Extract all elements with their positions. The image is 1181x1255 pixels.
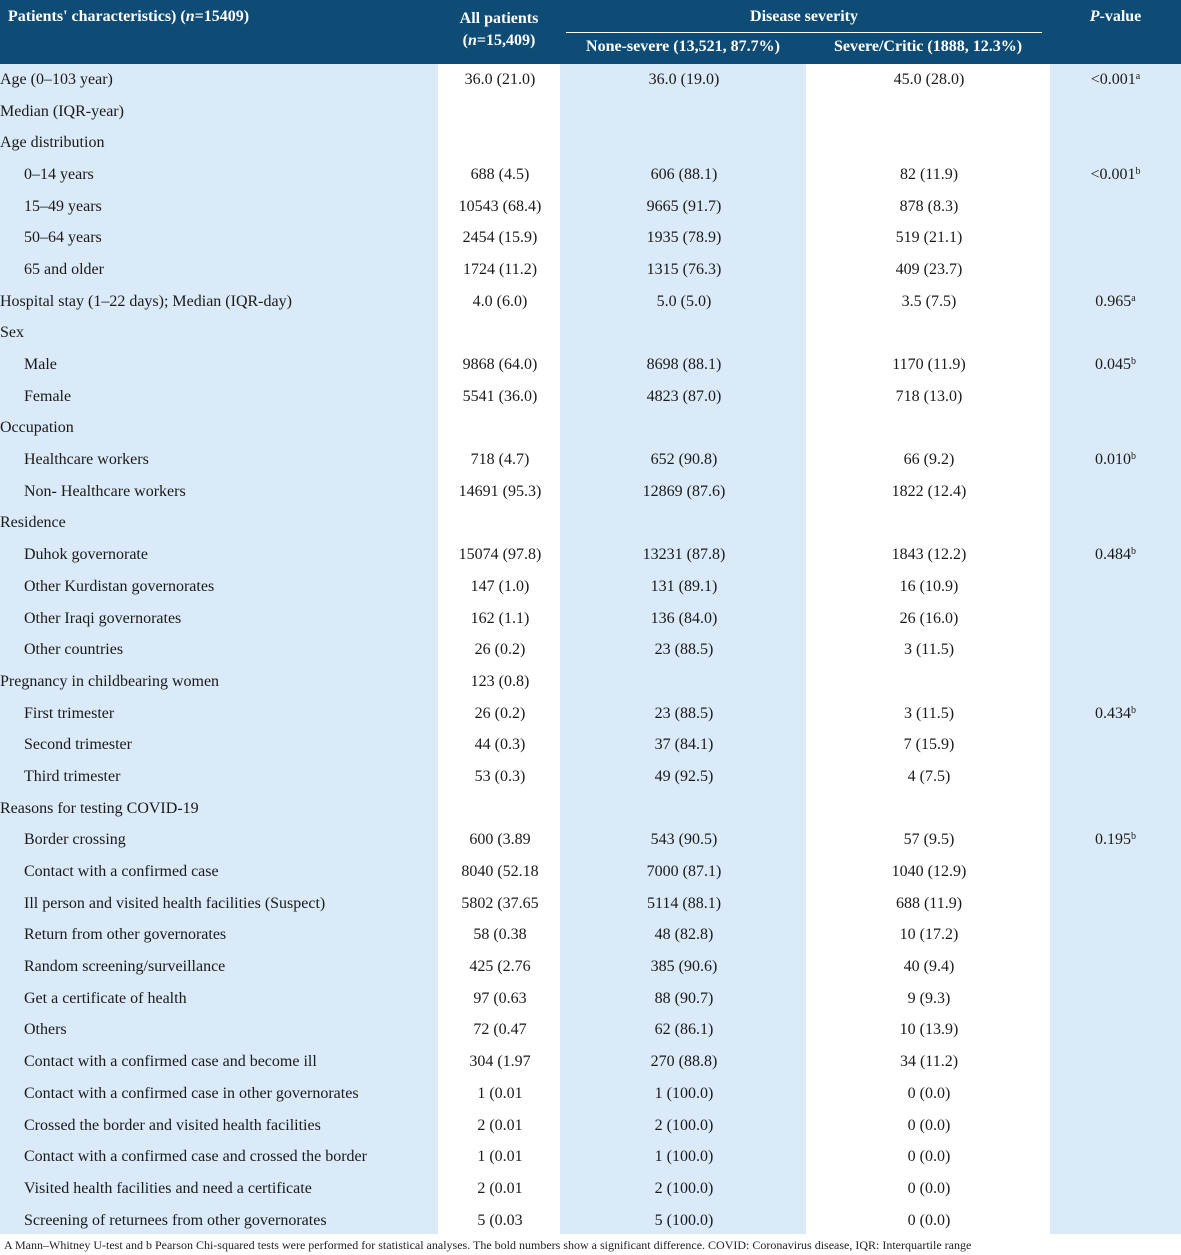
cell-non-severe bbox=[560, 413, 808, 445]
cell-p-value bbox=[1050, 191, 1181, 223]
table-row bbox=[0, 729, 1181, 761]
cell-p-value bbox=[1050, 825, 1181, 857]
row-label: 65 and older bbox=[24, 260, 104, 278]
cell-all-patients bbox=[440, 96, 560, 128]
row-label: Age (0–103 year) bbox=[0, 70, 113, 88]
row-label: Visited health facilities and need a certificate bbox=[24, 1179, 312, 1197]
row-label: 0–14 years bbox=[24, 165, 94, 183]
cell-all-patients: 5802 (37.65 bbox=[461, 894, 539, 912]
table-row bbox=[0, 476, 1181, 508]
row-label: Contact with a confirmed case and crossed the border bbox=[24, 1148, 367, 1166]
cell-p-value bbox=[1050, 96, 1181, 128]
header-characteristics-tail: =15409) bbox=[194, 8, 250, 25]
row-label: Return from other governorates bbox=[24, 926, 227, 944]
cell-severe: 16 (10.9) bbox=[899, 577, 959, 595]
cell-all-patients: 5541 (36.0) bbox=[462, 387, 538, 405]
p-value-text: 0.434 bbox=[1095, 704, 1131, 722]
cell-severe: 1843 (12.2) bbox=[891, 546, 967, 564]
cell-non-severe: 5 (100.0) bbox=[654, 1211, 714, 1229]
cell-all-patients: 1724 (11.2) bbox=[462, 260, 538, 278]
cell-p-value bbox=[1050, 1015, 1181, 1047]
table-row bbox=[0, 1141, 1181, 1173]
cell-non-severe bbox=[560, 318, 808, 350]
table-footnote: A Mann–Whitney U-test and b Pearson Chi-squared tests were performed for statistical analyses. The bold numbers show a significant difference. COVID: Coronavirus disease, IQR: Interquartile range bbox=[4, 1238, 972, 1252]
cell-severe bbox=[808, 508, 1050, 540]
cell-p-value bbox=[1050, 1141, 1181, 1173]
cell-non-severe: 4823 (87.0) bbox=[646, 387, 722, 405]
row-label: Female bbox=[24, 387, 72, 405]
cell-all-patients: 36.0 (21.0) bbox=[464, 70, 536, 88]
table-row bbox=[0, 318, 1181, 350]
table-row bbox=[0, 634, 1181, 666]
cell-p-value bbox=[1050, 951, 1181, 983]
cell-non-severe bbox=[560, 127, 808, 159]
row-label: Healthcare workers bbox=[24, 451, 149, 469]
row-label: Occupation bbox=[0, 419, 74, 437]
cell-severe: 0 (0.0) bbox=[907, 1148, 951, 1166]
table-row bbox=[0, 666, 1181, 698]
cell-p-value bbox=[1050, 476, 1181, 508]
cell-p-value bbox=[1050, 1110, 1181, 1142]
cell-all-patients: 688 (4.5) bbox=[470, 165, 530, 183]
cell-all-patients bbox=[440, 127, 560, 159]
cell-p-value bbox=[1050, 508, 1181, 540]
cell-severe: 40 (9.4) bbox=[903, 958, 955, 976]
table-row bbox=[0, 793, 1181, 825]
cell-non-severe: 1315 (76.3) bbox=[646, 260, 722, 278]
cell-non-severe bbox=[560, 96, 808, 128]
cell-all-patients: 123 (0.8) bbox=[470, 672, 530, 690]
cell-p-value bbox=[1050, 349, 1181, 381]
cell-non-severe: 62 (86.1) bbox=[654, 1021, 714, 1039]
cell-p-value bbox=[1050, 761, 1181, 793]
cell-p-value bbox=[1050, 64, 1181, 96]
header-p-italic: P bbox=[1089, 8, 1100, 25]
cell-all-patients: 15074 (97.8) bbox=[458, 546, 542, 564]
cell-p-value bbox=[1050, 571, 1181, 603]
cell-p-value bbox=[1050, 539, 1181, 571]
p-value-text: 0.965 bbox=[1095, 292, 1132, 310]
p-value-text: 0.045 bbox=[1095, 356, 1131, 374]
cell-all-patients: 162 (1.1) bbox=[470, 609, 530, 627]
cell-all-patients: 8040 (52.18 bbox=[461, 863, 539, 881]
p-value-footnote-mark: b bbox=[1131, 704, 1136, 716]
cell-non-severe bbox=[560, 508, 808, 540]
row-label: Others bbox=[24, 1021, 67, 1039]
p-value-footnote-mark: a bbox=[1135, 70, 1141, 82]
table-row bbox=[0, 286, 1181, 318]
cell-p-value bbox=[1050, 318, 1181, 350]
cell-severe bbox=[808, 413, 1050, 445]
cell-p-value bbox=[1050, 634, 1181, 666]
cell-non-severe bbox=[560, 666, 808, 698]
cell-non-severe: 8698 (88.1) bbox=[646, 356, 722, 374]
cell-severe: 3.5 (7.5) bbox=[901, 292, 957, 310]
cell-severe: 1040 (12.9) bbox=[891, 863, 967, 881]
table-row bbox=[0, 761, 1181, 793]
row-label: Sex bbox=[0, 324, 24, 342]
cell-p-value bbox=[1050, 1078, 1181, 1110]
header-all-patients bbox=[440, 0, 558, 64]
p-value-footnote-mark: b bbox=[1131, 356, 1136, 368]
cell-p-value bbox=[1050, 222, 1181, 254]
cell-non-severe: 1935 (78.9) bbox=[646, 229, 722, 247]
row-label: Crossed the border and visited health facilities bbox=[24, 1116, 321, 1134]
table-row bbox=[0, 571, 1181, 603]
cell-non-severe bbox=[560, 793, 808, 825]
row-label: Screening of returnees from other governorates bbox=[24, 1211, 327, 1229]
row-label: Other Kurdistan governorates bbox=[24, 577, 215, 595]
cell-severe: 409 (23.7) bbox=[895, 260, 963, 278]
table-row bbox=[0, 349, 1181, 381]
row-label: Third trimester bbox=[24, 767, 121, 785]
header-characteristics-label: Patients' characteristics) ( bbox=[8, 8, 186, 25]
cell-p-value bbox=[1050, 729, 1181, 761]
data-table bbox=[0, 64, 1181, 1236]
cell-non-severe: 48 (82.8) bbox=[654, 926, 714, 944]
table-row bbox=[0, 983, 1181, 1015]
cell-severe: 9 (9.3) bbox=[907, 989, 951, 1007]
table-row bbox=[0, 444, 1181, 476]
cell-severe bbox=[808, 666, 1050, 698]
cell-all-patients: 147 (1.0) bbox=[470, 577, 530, 595]
table-row bbox=[0, 1046, 1181, 1078]
row-label: Residence bbox=[0, 514, 66, 532]
cell-non-severe: 2 (100.0) bbox=[654, 1179, 714, 1197]
cell-non-severe: 12869 (87.6) bbox=[642, 482, 726, 500]
p-value-text: <0.001 bbox=[1090, 70, 1136, 88]
row-label: Contact with a confirmed case and become ill bbox=[24, 1053, 317, 1071]
table-row bbox=[0, 888, 1181, 920]
cell-all-patients bbox=[440, 793, 560, 825]
cell-p-value bbox=[1050, 856, 1181, 888]
row-label: Age distribution bbox=[0, 134, 105, 152]
cell-severe: 3 (11.5) bbox=[903, 704, 955, 722]
row-label: 15–49 years bbox=[24, 197, 102, 215]
cell-severe: 0 (0.0) bbox=[907, 1211, 951, 1229]
row-label: Contact with a confirmed case bbox=[24, 863, 219, 881]
table-row bbox=[0, 381, 1181, 413]
header-all-paren: ( bbox=[462, 32, 468, 49]
cell-p-value bbox=[1050, 1046, 1181, 1078]
cell-severe: 4 (7.5) bbox=[907, 767, 951, 785]
row-label: Male bbox=[24, 356, 57, 374]
cell-severe: 0 (0.0) bbox=[907, 1084, 951, 1102]
cell-non-severe: 543 (90.5) bbox=[650, 831, 718, 849]
cell-all-patients: 53 (0.3) bbox=[474, 767, 526, 785]
table-row bbox=[0, 539, 1181, 571]
row-label: Median (IQR-year) bbox=[0, 102, 124, 120]
header-disease-severity: Disease severity bbox=[750, 8, 858, 25]
cell-all-patients: 304 (1.97 bbox=[469, 1053, 531, 1071]
cell-p-value bbox=[1050, 920, 1181, 952]
cell-non-severe: 1 (100.0) bbox=[654, 1084, 714, 1102]
cell-all-patients: 10543 (68.4) bbox=[458, 197, 542, 215]
table-row bbox=[0, 1015, 1181, 1047]
row-label: Random screening/surveillance bbox=[24, 958, 226, 976]
row-label: Pregnancy in childbearing women bbox=[0, 672, 220, 690]
header-all-patients-n: n bbox=[467, 32, 477, 49]
cell-p-value bbox=[1050, 127, 1181, 159]
cell-p-value bbox=[1050, 159, 1181, 191]
cell-all-patients: 58 (0.38 bbox=[473, 926, 527, 944]
header-divider bbox=[566, 32, 1042, 33]
table-row bbox=[0, 825, 1181, 857]
cell-non-severe: 136 (84.0) bbox=[650, 609, 718, 627]
cell-all-patients: 26 (0.2) bbox=[474, 704, 526, 722]
cell-non-severe: 23 (88.5) bbox=[654, 641, 714, 659]
table-row bbox=[0, 951, 1181, 983]
cell-non-severe: 385 (90.6) bbox=[650, 958, 718, 976]
p-value-text: 0.484 bbox=[1095, 546, 1131, 564]
cell-non-severe: 37 (84.1) bbox=[654, 736, 714, 754]
cell-all-patients: 2 (0.01 bbox=[477, 1116, 523, 1134]
table-header bbox=[0, 0, 1181, 64]
cell-severe: 1822 (12.4) bbox=[891, 482, 967, 500]
row-label: Ill person and visited health facilities (Suspect) bbox=[24, 894, 326, 912]
header-characteristics-n: n bbox=[185, 8, 195, 25]
cell-severe: 0 (0.0) bbox=[907, 1179, 951, 1197]
p-value-text: <0.001 bbox=[1090, 165, 1136, 183]
table-row bbox=[0, 413, 1181, 445]
p-value-text: 0.195 bbox=[1095, 831, 1131, 849]
table-row bbox=[0, 603, 1181, 635]
cell-non-severe: 652 (90.8) bbox=[650, 451, 718, 469]
cell-severe: 57 (9.5) bbox=[903, 831, 955, 849]
header-severe: Severe/Critic (1888, 12.3%) bbox=[833, 38, 1023, 55]
p-value-footnote-mark: b bbox=[1131, 831, 1136, 843]
cell-all-patients: 1 (0.01 bbox=[477, 1148, 523, 1166]
table-row bbox=[0, 1078, 1181, 1110]
cell-p-value bbox=[1050, 603, 1181, 635]
cell-all-patients: 72 (0.47 bbox=[473, 1021, 527, 1039]
cell-non-severe: 9665 (91.7) bbox=[646, 197, 722, 215]
cell-severe bbox=[808, 127, 1050, 159]
cell-all-patients: 2454 (15.9) bbox=[462, 229, 538, 247]
cell-severe: 688 (11.9) bbox=[895, 894, 963, 912]
cell-severe: 0 (0.0) bbox=[907, 1116, 951, 1134]
cell-severe: 26 (16.0) bbox=[899, 609, 959, 627]
cell-p-value bbox=[1050, 698, 1181, 730]
header-characteristics bbox=[0, 0, 438, 64]
header-p-value bbox=[1050, 0, 1181, 64]
cell-all-patients: 1 (0.01 bbox=[477, 1084, 523, 1102]
cell-p-value bbox=[1050, 444, 1181, 476]
cell-all-patients: 2 (0.01 bbox=[477, 1179, 523, 1197]
cell-non-severe: 23 (88.5) bbox=[654, 704, 714, 722]
row-label: Border crossing bbox=[24, 831, 126, 849]
cell-all-patients: 4.0 (6.0) bbox=[472, 292, 528, 310]
row-label: Contact with a confirmed case in other governorates bbox=[24, 1084, 359, 1102]
cell-non-severe: 5114 (88.1) bbox=[646, 894, 722, 912]
cell-all-patients: 425 (2.76 bbox=[469, 958, 531, 976]
cell-severe: 10 (13.9) bbox=[899, 1021, 959, 1039]
cell-non-severe: 49 (92.5) bbox=[654, 767, 714, 785]
cell-non-severe: 36.0 (19.0) bbox=[648, 70, 720, 88]
cell-all-patients: 600 (3.89 bbox=[469, 831, 531, 849]
table-body bbox=[0, 64, 1181, 1236]
table-row bbox=[0, 96, 1181, 128]
table-row bbox=[0, 856, 1181, 888]
cell-p-value bbox=[1050, 1205, 1181, 1237]
cell-severe: 66 (9.2) bbox=[903, 451, 955, 469]
table-row bbox=[0, 127, 1181, 159]
cell-severe: 519 (21.1) bbox=[895, 229, 963, 247]
row-label: Hospital stay (1–22 days); Median (IQR-day) bbox=[0, 292, 292, 310]
p-value-footnote-mark: b bbox=[1135, 165, 1141, 177]
header-non-severe: None-severe (13,521, 87.7%) bbox=[586, 38, 780, 55]
cell-severe bbox=[808, 793, 1050, 825]
cell-non-severe: 88 (90.7) bbox=[654, 989, 714, 1007]
table-row bbox=[0, 222, 1181, 254]
cell-non-severe: 270 (88.8) bbox=[650, 1053, 718, 1071]
cell-severe: 878 (8.3) bbox=[899, 197, 959, 215]
cell-severe: 82 (11.9) bbox=[899, 165, 959, 183]
cell-severe: 45.0 (28.0) bbox=[893, 70, 965, 88]
header-p-rest: -value bbox=[1099, 8, 1142, 25]
row-label: Duhok governorate bbox=[24, 546, 148, 564]
table-row bbox=[0, 508, 1181, 540]
row-label: Reasons for testing COVID-19 bbox=[0, 799, 199, 817]
cell-all-patients bbox=[440, 318, 560, 350]
table-row bbox=[0, 1205, 1181, 1237]
p-value-text: 0.010 bbox=[1095, 451, 1131, 469]
cell-all-patients: 97 (0.63 bbox=[473, 989, 527, 1007]
cell-p-value bbox=[1050, 793, 1181, 825]
cell-all-patients: 718 (4.7) bbox=[470, 451, 530, 469]
p-value-footnote-mark: a bbox=[1131, 292, 1136, 304]
cell-severe: 7 (15.9) bbox=[903, 736, 955, 754]
cell-p-value bbox=[1050, 413, 1181, 445]
cell-all-patients: 5 (0.03 bbox=[477, 1211, 523, 1229]
cell-p-value bbox=[1050, 254, 1181, 286]
cell-all-patients: 9868 (64.0) bbox=[462, 356, 538, 374]
cell-p-value bbox=[1050, 286, 1181, 318]
cell-severe bbox=[808, 318, 1050, 350]
p-value-footnote-mark: b bbox=[1131, 546, 1136, 558]
cell-severe: 1170 (11.9) bbox=[892, 356, 966, 374]
header-all-patients-count: =15,409) bbox=[476, 32, 536, 49]
cell-non-severe: 606 (88.1) bbox=[650, 165, 718, 183]
table-row bbox=[0, 698, 1181, 730]
cell-all-patients bbox=[440, 508, 560, 540]
table-row bbox=[0, 191, 1181, 223]
cell-p-value bbox=[1050, 1173, 1181, 1205]
row-label: Second trimester bbox=[24, 736, 132, 754]
table-row bbox=[0, 920, 1181, 952]
cell-all-patients: 26 (0.2) bbox=[474, 641, 526, 659]
cell-severe bbox=[808, 96, 1050, 128]
row-label: Non- Healthcare workers bbox=[24, 482, 186, 500]
header-all-patients-line1: All patients bbox=[459, 10, 539, 27]
cell-severe: 34 (11.2) bbox=[899, 1053, 959, 1071]
table-row bbox=[0, 254, 1181, 286]
cell-p-value bbox=[1050, 381, 1181, 413]
cell-all-patients: 14691 (95.3) bbox=[458, 482, 542, 500]
cell-p-value bbox=[1050, 983, 1181, 1015]
cell-non-severe: 2 (100.0) bbox=[654, 1116, 714, 1134]
table-row bbox=[0, 1173, 1181, 1205]
table-row bbox=[0, 64, 1181, 96]
cell-all-patients bbox=[440, 413, 560, 445]
cell-non-severe: 7000 (87.1) bbox=[646, 863, 722, 881]
table-row bbox=[0, 159, 1181, 191]
cell-severe: 718 (13.0) bbox=[895, 387, 963, 405]
cell-all-patients: 44 (0.3) bbox=[474, 736, 526, 754]
cell-non-severe: 1 (100.0) bbox=[654, 1148, 714, 1166]
cell-non-severe: 131 (89.1) bbox=[650, 577, 718, 595]
cell-p-value bbox=[1050, 666, 1181, 698]
p-value-footnote-mark: b bbox=[1131, 451, 1136, 463]
row-label: 50–64 years bbox=[24, 229, 102, 247]
row-label: First trimester bbox=[24, 704, 115, 722]
row-label: Get a certificate of health bbox=[24, 989, 187, 1007]
cell-non-severe: 13231 (87.8) bbox=[642, 546, 726, 564]
cell-severe: 3 (11.5) bbox=[903, 641, 955, 659]
cell-severe: 10 (17.2) bbox=[899, 926, 959, 944]
cell-non-severe: 5.0 (5.0) bbox=[656, 292, 712, 310]
row-label: Other countries bbox=[24, 641, 124, 659]
table-row bbox=[0, 1110, 1181, 1142]
cell-p-value bbox=[1050, 888, 1181, 920]
row-label: Other Iraqi governorates bbox=[24, 609, 182, 627]
